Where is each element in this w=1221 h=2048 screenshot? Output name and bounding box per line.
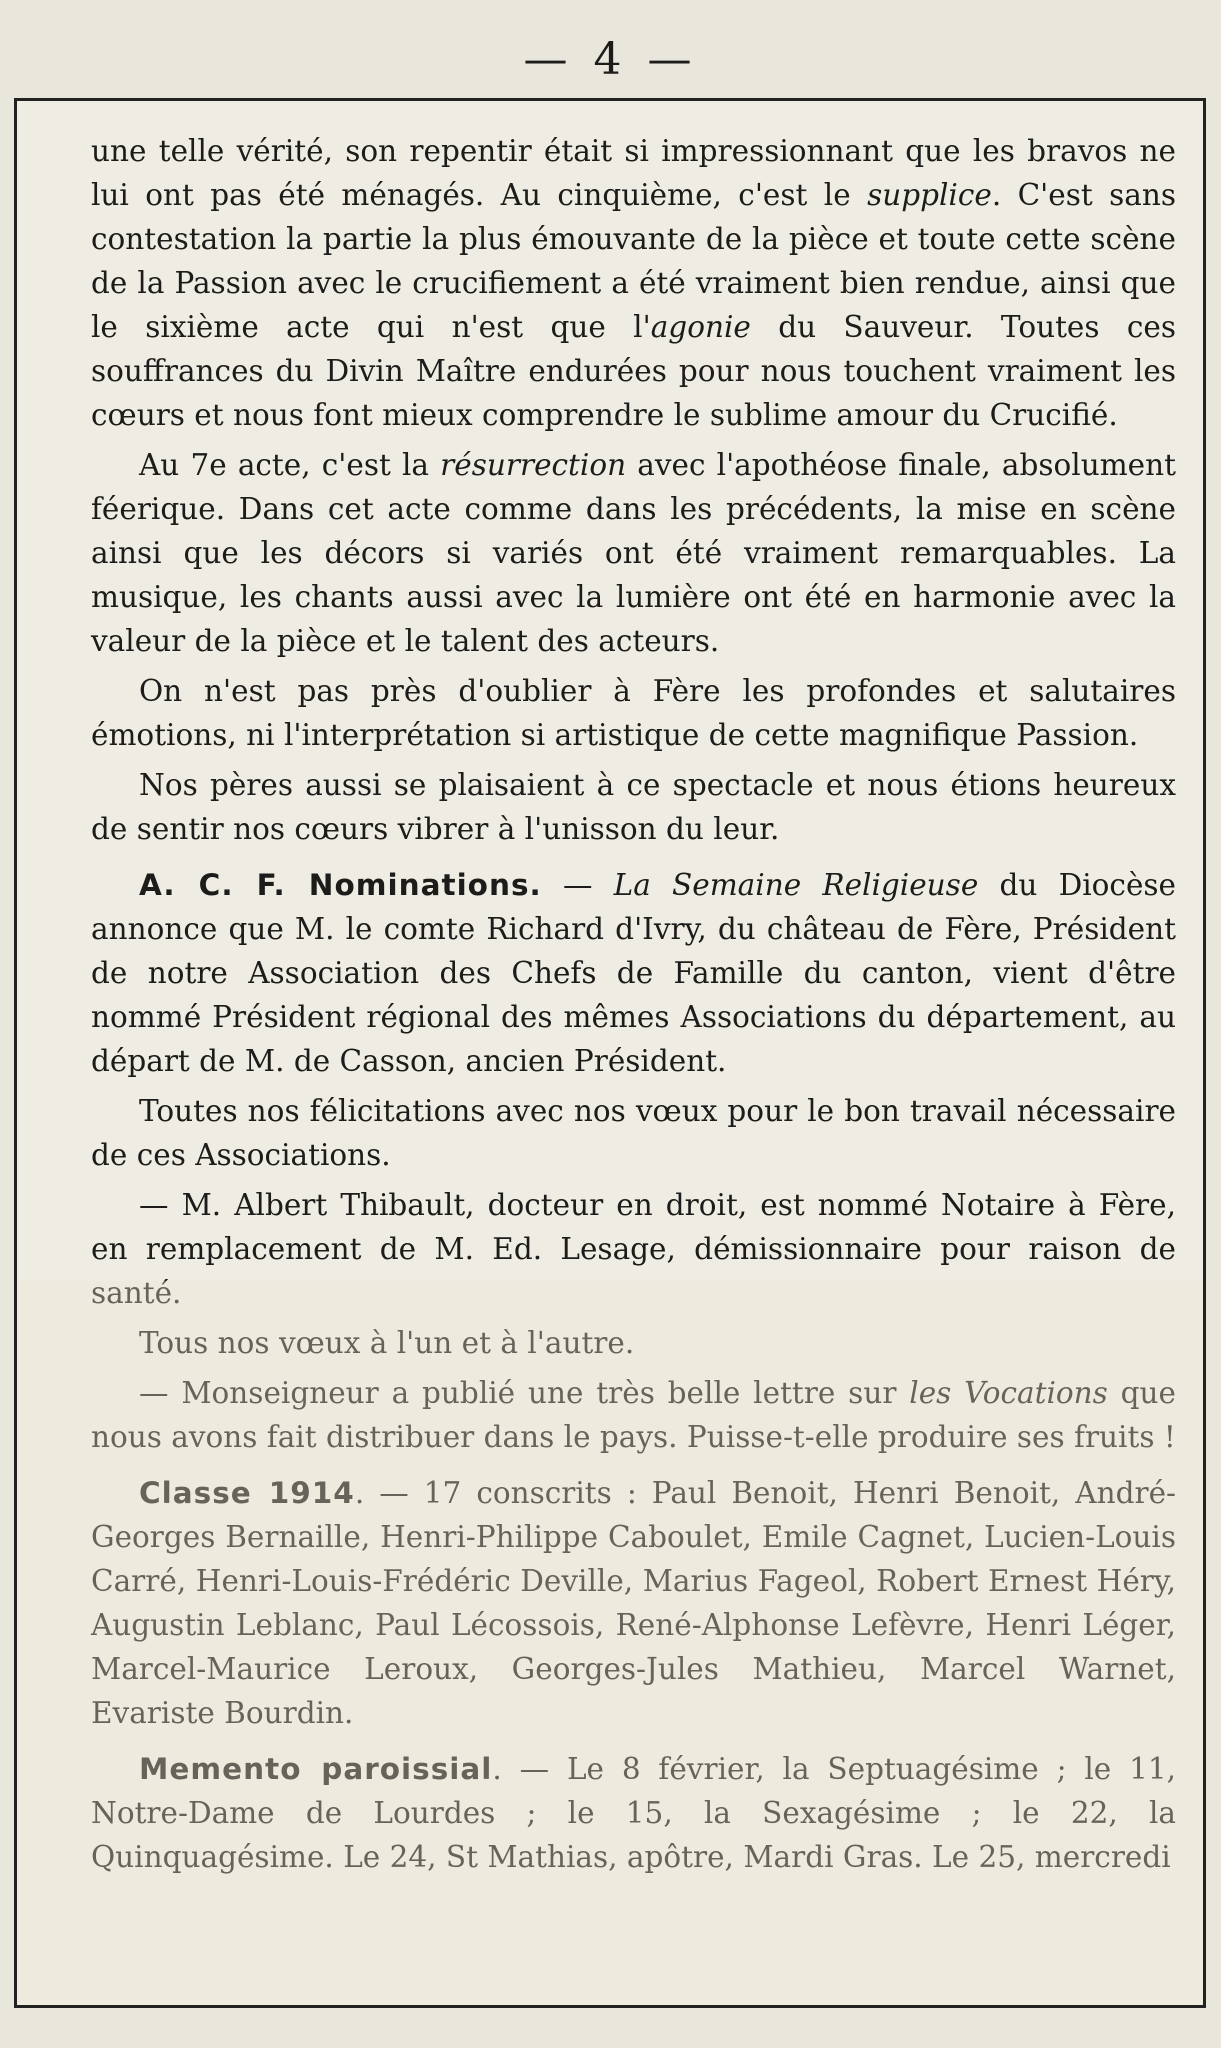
paragraph-text: du Sauveur. Toutes ces souffrances du Divin Maître endurées pour nous touchent vraiment les cœurs et nous font mieux comprendre le sublime amour du Crucifié. [91,310,1176,432]
page-number: — 4 — [523,34,698,85]
section-heading: A. C. F. Nominations. [139,868,542,902]
paragraph-text: Tous nos vœux à l'un et à l'autre. [139,1326,635,1360]
paragraph-passion-1 [91,129,1176,437]
paragraph-emotions [91,669,1176,757]
paragraph-text: avec l'apothéose finale, absolument féerique. Dans cet acte comme dans les précédents, la mise en scène ainsi que les décors si variés ont été vraiment remarquables. La musique, les chants aussi avec la lumière ont été en harmonie avec la valeur de la pièce et le talent des acteurs. [91,448,1176,658]
paragraph-text: Nos pères aussi se plaisaient à ce spectacle et nous étions heureux de sentir nos cœurs vibrer à l'unisson du leur. [91,768,1176,846]
paragraph-resurrection [91,443,1176,663]
section-acf-nominations [91,863,1176,1083]
article-body [91,129,1176,1885]
paragraph-text: Au 7e acte, c'est la [139,448,441,482]
paragraph-text: . — Le 8 février, la Septuagésime ; le 11, Notre-Dame de Lourdes ; le 15, la Sexagésime ; le 22, la Quinquagésime. Le 24, St Mathias, apôtre, Mardi Gras. Le 25, mercredi [91,1752,1176,1874]
section-heading: Memento paroissial [139,1752,493,1786]
emphasis-resurrection: résurrection [440,448,627,482]
paragraph-text: — Monseigneur a publié une très belle lettre sur [139,1376,910,1410]
paragraph-text: que nous avons fait distribuer dans le pays. Puisse-t-elle produire ses fruits ! [91,1376,1176,1454]
paragraph-text: . C'est sans contestation la partie la plus émouvante de la pièce et toute cette scène de la Passion avec le crucifiement a été vraiment bien rendue, ainsi que le sixième acte qui n'est que l' [91,178,1176,344]
emphasis-semaine-religieuse: La Semaine Religieuse [613,868,979,902]
paragraph-notaire [91,1183,1176,1315]
paragraph-text: — [541,868,614,902]
paragraph-vocations [91,1371,1176,1459]
paragraph-text: . — 17 conscrits : Paul Benoit, Henri Benoit, André-Georges Bernaille, Henri-Philippe Caboulet, Emile Cagnet, Lucien-Louis Carré, Henri-Louis-Frédéric Deville, Marius Fageol, Robert Ernest Héry, Augustin Leblanc, Paul Lécossois, René-Alphonse Lefèvre, Henri Léger, Marcel-Maurice Leroux, Georges-Jules Mathieu, Marcel Warnet, Evariste Bourdin. [91,1476,1177,1730]
section-classe-1914 [91,1471,1176,1735]
emphasis-supplice: supplice [867,178,992,212]
section-memento [91,1747,1176,1879]
section-heading: Classe 1914 [139,1476,355,1510]
emphasis-agonie: agonie [650,310,751,344]
text-frame [14,98,1206,2008]
paragraph-text: Toutes nos félicitations avec nos vœux pour le bon travail nécessaire de ces Associations. [91,1094,1176,1172]
emphasis-vocations: les Vocations [909,1376,1108,1410]
paragraph-text: du Diocèse annonce que M. le comte Richard d'Ivry, du château de Fère, Président de notre Association des Chefs de Famille du canton, vient d'être nommé Président régional des mêmes Associations du département, au départ de M. de Casson, ancien Président. [91,868,1176,1078]
paragraph-felicitations [91,1089,1176,1177]
paragraph-peres [91,763,1176,851]
paragraph-text: On n'est pas près d'oublier à Fère les profondes et salutaires émotions, ni l'interprétation si artistique de cette magnifique Passion. [91,674,1176,752]
paragraph-text: une telle vérité, son repentir était si impressionnant que les bravos ne lui ont pas été ménagés. Au cinquième, c'est le [91,134,1176,212]
paragraph-text: — M. Albert Thibault, docteur en droit, est nommé Notaire à Fère, en remplacement de M. Ed. Lesage, démissionnaire pour raison de santé. [91,1188,1176,1310]
paragraph-voeux [91,1321,1176,1365]
